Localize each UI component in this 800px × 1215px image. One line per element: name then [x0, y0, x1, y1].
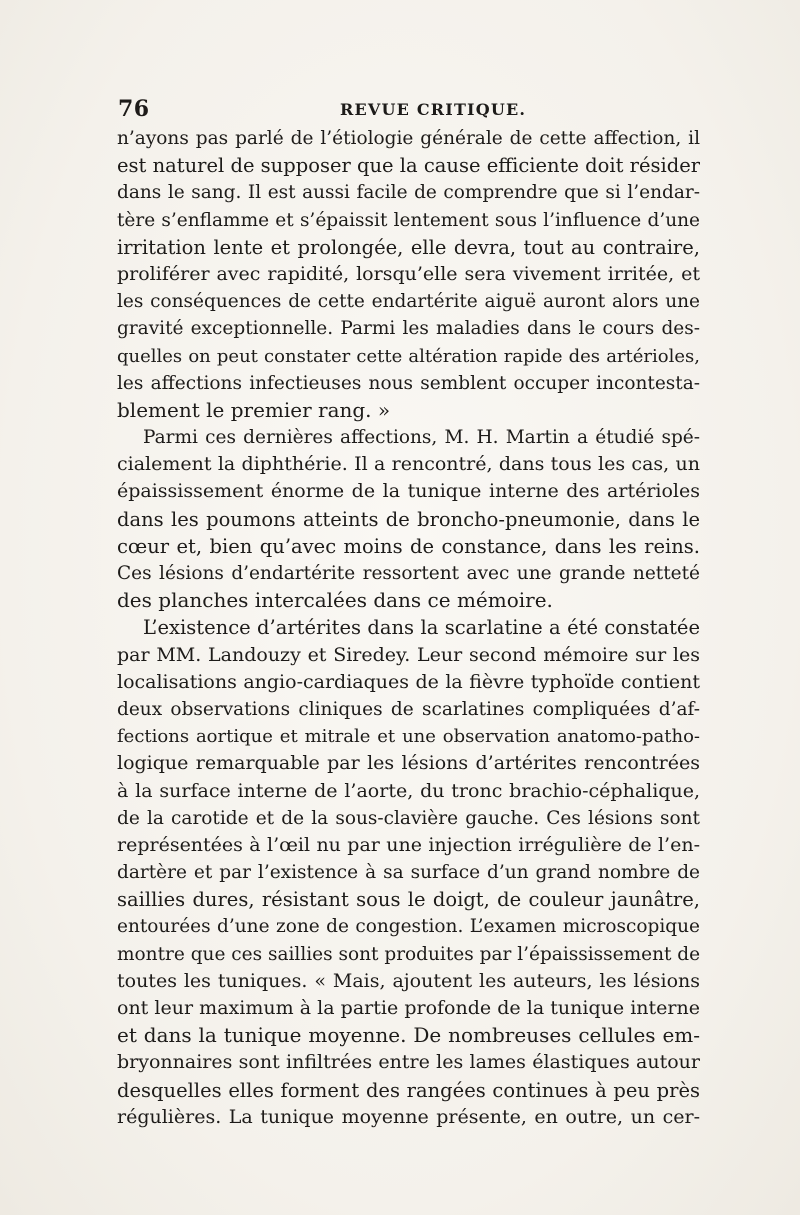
text-line: les affections infectieuses nous semblent occuper incontesta- [117, 372, 700, 394]
text-line: est naturel de supposer que la cause efficiente doit résider [117, 154, 700, 178]
text-line: à la surface interne de l’aorte, du tronc brachio-céphalique, [117, 779, 700, 802]
text-line: régulières. La tunique moyenne présente, en outre, un cer- [117, 1105, 700, 1128]
text-line: irritation lente et prolongée, elle devra, tout au contraire, [117, 235, 700, 259]
text-line: blement le premier rang. » [117, 397, 391, 422]
text-line: saillies dures, résistant sous le doigt, de couleur jaunâtre, [117, 888, 700, 912]
text-line: quelles on peut constater cette altération rapide des artérioles, [117, 345, 700, 367]
text-line: fections aortique et mitrale et une observation anatomo-patho- [117, 726, 700, 748]
running-head [118, 96, 698, 122]
text-line: et dans la tunique moyenne. De nombreuses cellules em- [117, 1023, 700, 1048]
text-line: les conséquences de cette endartérite aiguë auront alors une [117, 291, 700, 313]
text-line: bryonnaires sont infiltrées entre les lames élastiques autour [117, 1051, 700, 1074]
text-line: cialement la diphthérie. Il a rencontré, dans tous les cas, un [117, 453, 700, 476]
text-line: localisations angio-cardiaques de la fièvre typhoïde contient [117, 670, 700, 693]
text-line: entourées d’une zone de congestion. L’examen microscopique [117, 916, 700, 938]
text-line: proliférer avec rapidité, lorsqu’elle sera vivement irritée, et [117, 262, 700, 285]
text-line: desquelles elles forment des rangées continues à peu près [117, 1078, 700, 1102]
text-line: tère s’enflamme et s’épaissit lentement sous l’influence d’une [117, 209, 700, 231]
body-text [117, 125, 700, 1131]
text-line: deux observations cliniques de scarlatines compliquées d’af- [117, 698, 700, 720]
text-line: montre que ces saillies sont produites par l’épaississement de [117, 943, 700, 965]
journal-title: REVUE CRITIQUE. [340, 100, 527, 119]
page-number: 76 [118, 96, 150, 122]
text-line: Parmi ces dernières affections, M. H. Martin a étudié spé- [143, 427, 700, 449]
text-line: ont leur maximum à la partie profonde de la tunique interne [117, 997, 700, 1019]
text-line: par MM. Landouzy et Siredey. Leur second mémoire sur les [117, 643, 700, 666]
text-line: gravité exceptionnelle. Parmi les maladies dans le cours des- [117, 318, 700, 340]
text-line: logique remarquable par les lésions d’artérites rencontrées [117, 752, 700, 775]
text-line: de la carotide et de la sous-clavière gauche. Ces lésions sont [117, 807, 700, 829]
text-line: des planches intercalées dans ce mémoire. [117, 588, 553, 613]
text-line: dartère et par l’existence à sa surface d’un grand nombre de [117, 862, 700, 884]
text-line: représentées à l’œil nu par une injection irrégulière de l’en- [117, 833, 700, 856]
text-line: dans le sang. Il est aussi facile de comprendre que si l’endar- [117, 182, 700, 204]
text-line: cœur et, bien qu’avec moins de constance, dans les reins. [117, 534, 700, 558]
text-line: n’ayons pas parlé de l’étiologie générale de cette affection, il [117, 128, 700, 149]
text-line: toutes les tuniques. « Mais, ajoutent les auteurs, les lésions [117, 969, 700, 992]
text-line: Ces lésions d’endartérite ressortent avec une grande netteté [117, 563, 700, 584]
text-line: dans les poumons atteints de broncho-pneumonie, dans le [117, 507, 700, 531]
text-line: L’existence d’artérites dans la scarlatine a été constatée [143, 616, 700, 640]
text-line: épaississement énorme de la tunique interne des artérioles [117, 480, 700, 503]
